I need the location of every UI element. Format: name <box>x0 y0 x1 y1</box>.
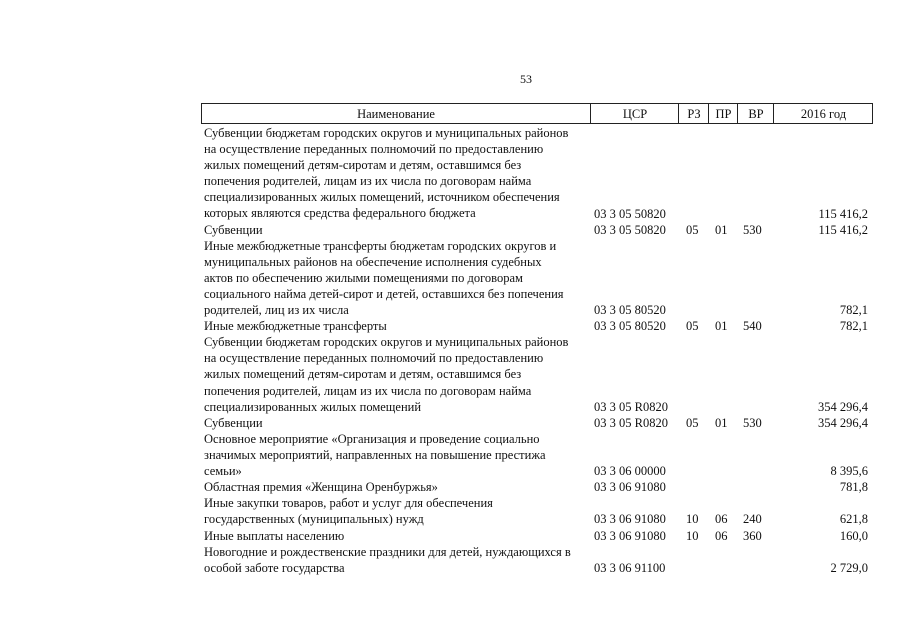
row-pr: 01 <box>715 222 728 237</box>
table-row <box>0 415 905 431</box>
row-name <box>204 334 584 414</box>
row-csr: 03 3 06 91080 <box>594 480 666 495</box>
row-rz: 05 <box>686 222 699 237</box>
header-pr: ПР <box>708 104 738 123</box>
row-name-line: Иные межбюджетные трансферты <box>204 319 387 334</box>
row-name <box>204 125 584 222</box>
row-name <box>204 431 584 479</box>
row-name-line: Иные закупки товаров, работ и услуг для обеспечения <box>204 496 493 511</box>
row-pr: 06 <box>715 512 728 527</box>
row-csr: 03 3 05 50820 <box>594 206 666 221</box>
row-name <box>204 318 584 334</box>
table-row <box>0 495 905 527</box>
row-sum: 160,0 <box>839 528 868 543</box>
row-sum: 8 395,6 <box>830 464 868 479</box>
row-sum: 354 296,4 <box>818 415 868 430</box>
row-name-line: попечения родителей, лицам из их числа по договорам найма <box>204 383 532 398</box>
header-name: Наименование <box>357 107 435 121</box>
header-rz: РЗ <box>678 104 709 123</box>
row-vr: 540 <box>743 319 762 334</box>
row-name-line: на осуществление переданных полномочий по предоставлению <box>204 351 544 366</box>
row-csr: 03 3 06 00000 <box>594 464 666 479</box>
row-sum: 115 416,2 <box>818 222 868 237</box>
table-row <box>0 238 905 319</box>
row-name <box>204 222 584 238</box>
row-name-line: особой заботе государства <box>204 560 345 575</box>
row-sum: 2 729,0 <box>830 560 868 575</box>
row-sum: 781,8 <box>839 480 868 495</box>
row-pr: 06 <box>715 528 728 543</box>
row-csr: 03 3 05 80520 <box>594 319 666 334</box>
row-vr: 240 <box>743 512 762 527</box>
row-name-line: Иные выплаты населению <box>204 528 345 543</box>
row-csr: 03 3 05 R0820 <box>594 415 668 430</box>
row-pr: 01 <box>715 319 728 334</box>
row-name-line: Новогодние и рождественские праздники для детей, нуждающихся в <box>204 544 571 559</box>
row-csr: 03 3 06 91080 <box>594 512 666 527</box>
row-pr: 01 <box>715 415 728 430</box>
row-name <box>204 544 584 576</box>
row-vr: 530 <box>743 415 762 430</box>
row-sum: 115 416,2 <box>818 206 868 221</box>
row-name-line: муниципальных районов на обеспечение исполнения судебных <box>204 254 542 269</box>
table-row <box>0 544 905 576</box>
row-sum: 621,8 <box>839 512 868 527</box>
row-name-line: родителей, лиц из их числа <box>204 303 349 318</box>
row-csr: 03 3 05 80520 <box>594 303 666 318</box>
row-name-line: Субвенции бюджетам городских округов и муниципальных районов <box>204 126 569 140</box>
row-name-line: которых являются средства федерального бюджета <box>204 206 476 221</box>
row-name-line: специализированных жилых помещений <box>204 399 422 414</box>
row-vr: 530 <box>743 222 762 237</box>
table-row <box>0 334 905 415</box>
row-rz: 10 <box>686 528 699 543</box>
row-name-line: Субвенции <box>204 222 263 237</box>
row-name <box>204 479 584 495</box>
row-name-line: Иные межбюджетные трансферты бюджетам городских округов и <box>204 238 557 253</box>
table-row <box>0 125 905 222</box>
row-rz: 05 <box>686 415 699 430</box>
row-name-line: значимых мероприятий, направленных на повышение престижа <box>204 447 546 462</box>
row-name-line: Областная премия «Женщина Оренбуржья» <box>204 480 438 495</box>
row-name <box>204 495 584 527</box>
row-name-line: специализированных жилых помещений, источником обеспечения <box>204 190 560 205</box>
row-name <box>204 528 584 544</box>
row-csr: 03 3 06 91100 <box>594 560 666 575</box>
row-name-line: на осуществление переданных полномочий по предоставлению <box>204 142 544 157</box>
row-sum: 354 296,4 <box>818 399 868 414</box>
row-rz: 05 <box>686 319 699 334</box>
header-year: 2016 год <box>773 104 873 123</box>
header-csr: ЦСР <box>590 104 679 123</box>
row-csr: 03 3 06 91080 <box>594 528 666 543</box>
row-name-line: социального найма детей-сирот и детей, оставшихся без попечения <box>204 286 564 301</box>
table-row <box>0 318 905 334</box>
row-sum: 782,1 <box>839 303 868 318</box>
row-name-line: Субвенции бюджетам городских округов и муниципальных районов <box>204 335 569 350</box>
row-name <box>204 238 584 318</box>
row-name-line: государственных (муниципальных) нужд <box>204 512 424 527</box>
header-vr: ВР <box>737 104 774 123</box>
table-row <box>0 222 905 238</box>
table-row <box>0 431 905 479</box>
row-name-line: Основное мероприятие «Организация и проведение социально <box>204 431 540 446</box>
row-rz: 10 <box>686 512 699 527</box>
row-name-line: жилых помещений детям-сиротам и детям, оставшимся без <box>204 367 522 382</box>
table-row <box>0 528 905 544</box>
table-row <box>0 479 905 495</box>
page-number: 53 <box>520 72 532 86</box>
row-name <box>204 415 584 431</box>
row-name-line: актов по обеспечению жилыми помещениями по договорам <box>204 270 523 285</box>
row-name-line: попечения родителей, лицам из их числа по договорам найма <box>204 174 532 189</box>
row-vr: 360 <box>743 528 762 543</box>
row-name-line: семьи» <box>204 464 242 479</box>
row-csr: 03 3 05 50820 <box>594 222 666 237</box>
row-sum: 782,1 <box>839 319 868 334</box>
row-csr: 03 3 05 R0820 <box>594 399 668 414</box>
row-name-line: жилых помещений детям-сиротам и детям, оставшимся без <box>204 158 522 173</box>
table-header <box>201 103 873 124</box>
row-name-line: Субвенции <box>204 415 263 430</box>
